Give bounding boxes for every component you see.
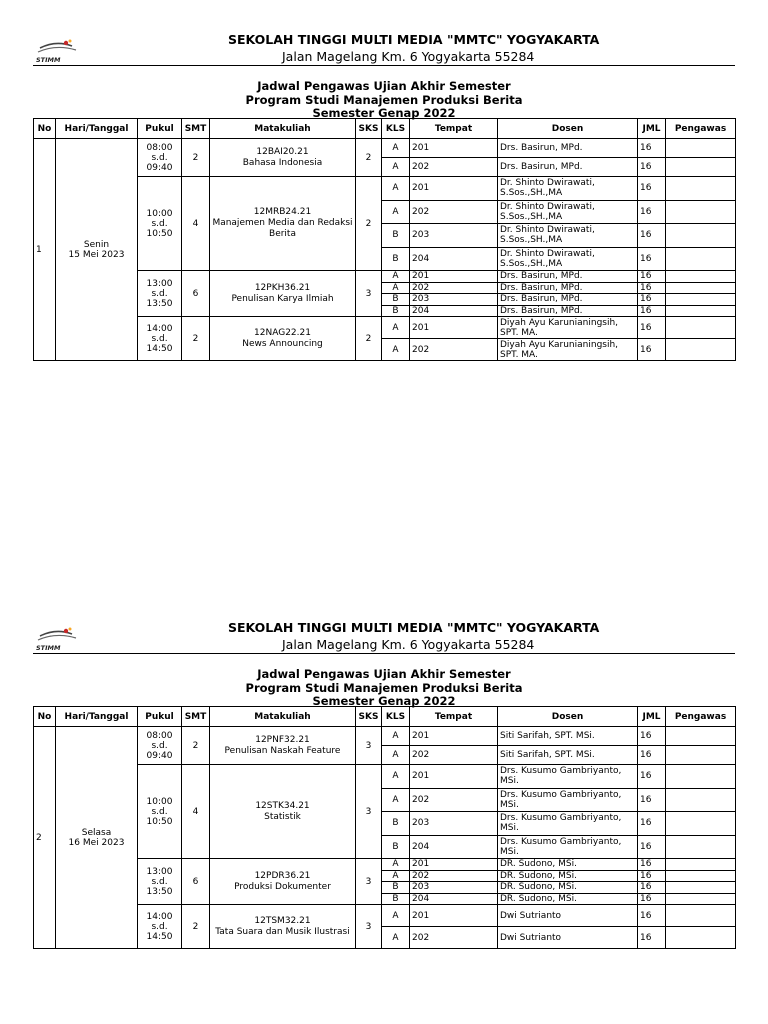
lecturer-cell: DR. Sudono, MSi. bbox=[498, 882, 638, 894]
header-divider bbox=[33, 653, 735, 654]
column-header: Matakuliah bbox=[210, 119, 356, 139]
class-cell: A bbox=[382, 927, 410, 949]
title-line-3: Semester Genap 2022 bbox=[312, 694, 456, 708]
semester-cell: 4 bbox=[182, 177, 210, 271]
title-line-1: Jadwal Pengawas Ujian Akhir Semester bbox=[257, 667, 511, 681]
supervisor-cell[interactable] bbox=[666, 294, 736, 306]
course-name: Tata Suara dan Musik Ilustrasi bbox=[215, 926, 350, 937]
supervisor-cell[interactable] bbox=[666, 200, 736, 224]
lecturer-cell: DR. Sudono, MSi. bbox=[498, 893, 638, 905]
class-cell: A bbox=[382, 200, 410, 224]
course-code: 12STK34.21 bbox=[255, 800, 310, 811]
time-start: 08:00 bbox=[146, 142, 173, 153]
course-cell bbox=[210, 271, 356, 317]
supervisor-cell[interactable] bbox=[666, 158, 736, 177]
room-cell: 202 bbox=[410, 788, 498, 812]
lecturer-cell: Dr. Shinto Dwirawati, S.Sos.,SH.,MA bbox=[498, 177, 638, 201]
supervisor-cell[interactable] bbox=[666, 305, 736, 317]
room-cell: 204 bbox=[410, 893, 498, 905]
room-cell: 202 bbox=[410, 158, 498, 177]
class-cell: A bbox=[382, 788, 410, 812]
supervisor-cell[interactable] bbox=[666, 765, 736, 789]
count-cell: 16 bbox=[638, 835, 666, 859]
stimm-logo-icon bbox=[32, 34, 82, 64]
credits-cell: 3 bbox=[356, 271, 382, 317]
lecturer-cell: DR. Sudono, MSi. bbox=[498, 859, 638, 871]
supervisor-cell[interactable] bbox=[666, 927, 736, 949]
time-end: 09:40 bbox=[146, 162, 173, 173]
lecturer-cell: Diyah Ayu Karunianingsih, SPT. MA. bbox=[498, 317, 638, 339]
column-header: SMT bbox=[182, 707, 210, 727]
table-row bbox=[34, 765, 736, 789]
time-cell bbox=[138, 727, 182, 765]
class-cell: A bbox=[382, 158, 410, 177]
class-cell: B bbox=[382, 224, 410, 248]
time-end: 10:50 bbox=[146, 816, 173, 827]
time-separator: s.d. bbox=[151, 806, 168, 817]
table-row bbox=[34, 271, 736, 283]
column-header: JML bbox=[638, 119, 666, 139]
course-name: Statistik bbox=[264, 811, 301, 822]
credits-cell: 3 bbox=[356, 765, 382, 859]
class-cell: A bbox=[382, 746, 410, 765]
count-cell: 16 bbox=[638, 271, 666, 283]
time-start: 10:00 bbox=[146, 208, 173, 219]
count-cell: 16 bbox=[638, 859, 666, 871]
count-cell: 16 bbox=[638, 905, 666, 927]
title-line-2: Program Studi Manajemen Produksi Berita bbox=[245, 680, 523, 695]
course-cell bbox=[210, 905, 356, 949]
credits-cell: 3 bbox=[356, 905, 382, 949]
column-header: Dosen bbox=[498, 119, 638, 139]
time-separator: s.d. bbox=[151, 333, 168, 344]
lecturer-cell: Drs. Basirun, MPd. bbox=[498, 294, 638, 306]
column-header: No bbox=[34, 707, 56, 727]
room-cell: 201 bbox=[410, 139, 498, 158]
supervisor-cell[interactable] bbox=[666, 905, 736, 927]
supervisor-cell[interactable] bbox=[666, 893, 736, 905]
day-name: Selasa bbox=[81, 827, 112, 838]
table-row bbox=[34, 859, 736, 871]
class-cell: A bbox=[382, 727, 410, 746]
count-cell: 16 bbox=[638, 200, 666, 224]
school-name: SEKOLAH TINGGI MULTI MEDIA "MMTC" YOGYAKARTA bbox=[228, 620, 600, 635]
count-cell: 16 bbox=[638, 893, 666, 905]
course-code: 12PKH36.21 bbox=[254, 282, 311, 293]
count-cell: 16 bbox=[638, 158, 666, 177]
time-cell bbox=[138, 317, 182, 361]
count-cell: 16 bbox=[638, 870, 666, 882]
time-separator: s.d. bbox=[151, 288, 168, 299]
credits-cell: 3 bbox=[356, 859, 382, 905]
lecturer-cell: Drs. Basirun, MPd. bbox=[498, 158, 638, 177]
day-number: 2 bbox=[36, 832, 42, 843]
semester-cell: 2 bbox=[182, 727, 210, 765]
supervisor-cell[interactable] bbox=[666, 317, 736, 339]
class-cell: A bbox=[382, 870, 410, 882]
time-cell bbox=[138, 859, 182, 905]
count-cell: 16 bbox=[638, 746, 666, 765]
course-name: Bahasa Indonesia bbox=[242, 157, 323, 168]
lecturer-cell: Drs. Kusumo Gambriyanto, MSi. bbox=[498, 765, 638, 789]
room-cell: 201 bbox=[410, 271, 498, 283]
count-cell: 16 bbox=[638, 812, 666, 836]
column-header: KLS bbox=[382, 119, 410, 139]
school-name: SEKOLAH TINGGI MULTI MEDIA "MMTC" YOGYAKARTA bbox=[228, 32, 600, 47]
supervisor-cell[interactable] bbox=[666, 139, 736, 158]
time-end: 13:50 bbox=[146, 298, 173, 309]
course-code: 12MRB24.21 bbox=[253, 207, 312, 217]
lecturer-cell: Dwi Sutrianto bbox=[498, 905, 638, 927]
lecturer-cell: Siti Sarifah, SPT. MSi. bbox=[498, 727, 638, 746]
supervisor-cell[interactable] bbox=[666, 882, 736, 894]
count-cell: 16 bbox=[638, 765, 666, 789]
title-line-1: Jadwal Pengawas Ujian Akhir Semester bbox=[257, 79, 511, 93]
course-name: Produksi Dokumenter bbox=[234, 881, 331, 892]
time-end: 14:50 bbox=[146, 343, 173, 354]
class-cell: A bbox=[382, 177, 410, 201]
lecturer-cell: Siti Sarifah, SPT. MSi. bbox=[498, 746, 638, 765]
lecturer-cell: Dr. Shinto Dwirawati, S.Sos.,SH.,MA bbox=[498, 224, 638, 248]
svg-text:STIMM: STIMM bbox=[36, 644, 61, 652]
time-start: 14:00 bbox=[146, 323, 173, 334]
semester-cell: 2 bbox=[182, 139, 210, 177]
count-cell: 16 bbox=[638, 882, 666, 894]
class-cell: B bbox=[382, 812, 410, 836]
class-cell: A bbox=[382, 339, 410, 361]
count-cell: 16 bbox=[638, 139, 666, 158]
credits-cell: 2 bbox=[356, 317, 382, 361]
course-code: 12PNF32.21 bbox=[255, 734, 310, 745]
column-header: Pengawas bbox=[666, 119, 736, 139]
semester-cell: 2 bbox=[182, 905, 210, 949]
schedule-table bbox=[33, 118, 736, 361]
room-cell: 203 bbox=[410, 224, 498, 248]
class-cell: A bbox=[382, 905, 410, 927]
room-cell: 201 bbox=[410, 905, 498, 927]
room-cell: 201 bbox=[410, 177, 498, 201]
supervisor-cell[interactable] bbox=[666, 247, 736, 271]
class-cell: A bbox=[382, 282, 410, 294]
room-cell: 201 bbox=[410, 317, 498, 339]
course-name: Manajemen Media dan Redaksi Berita bbox=[212, 218, 353, 239]
lecturer-cell: Diyah Ayu Karunianingsih, SPT. MA. bbox=[498, 339, 638, 361]
column-header: Matakuliah bbox=[210, 707, 356, 727]
semester-cell: 6 bbox=[182, 271, 210, 317]
supervisor-cell[interactable] bbox=[666, 727, 736, 746]
course-code: 12PDR36.21 bbox=[254, 870, 311, 881]
count-cell: 16 bbox=[638, 247, 666, 271]
day-number-cell bbox=[34, 727, 56, 949]
course-cell bbox=[210, 177, 356, 271]
class-cell: B bbox=[382, 893, 410, 905]
count-cell: 16 bbox=[638, 294, 666, 306]
column-header: SKS bbox=[356, 119, 382, 139]
count-cell: 16 bbox=[638, 282, 666, 294]
time-cell bbox=[138, 905, 182, 949]
supervisor-cell[interactable] bbox=[666, 812, 736, 836]
room-cell: 204 bbox=[410, 835, 498, 859]
school-address: Jalan Magelang Km. 6 Yogyakarta 55284 bbox=[282, 49, 535, 64]
room-cell: 202 bbox=[410, 927, 498, 949]
lecturer-cell: DR. Sudono, MSi. bbox=[498, 870, 638, 882]
header-row bbox=[34, 119, 736, 139]
room-cell: 201 bbox=[410, 727, 498, 746]
time-cell bbox=[138, 765, 182, 859]
class-cell: B bbox=[382, 835, 410, 859]
room-cell: 203 bbox=[410, 812, 498, 836]
room-cell: 201 bbox=[410, 765, 498, 789]
course-code: 12TSM32.21 bbox=[254, 915, 311, 926]
column-header: Pukul bbox=[138, 119, 182, 139]
time-end: 09:40 bbox=[146, 750, 173, 761]
school-address: Jalan Magelang Km. 6 Yogyakarta 55284 bbox=[282, 637, 535, 652]
column-header: Dosen bbox=[498, 707, 638, 727]
credits-cell: 3 bbox=[356, 727, 382, 765]
course-name: Penulisan Karya Ilmiah bbox=[231, 293, 334, 304]
lecturer-cell: Dwi Sutrianto bbox=[498, 927, 638, 949]
course-cell bbox=[210, 139, 356, 177]
count-cell: 16 bbox=[638, 224, 666, 248]
header-row bbox=[34, 707, 736, 727]
document-titles bbox=[0, 668, 768, 709]
svg-text:STIMM: STIMM bbox=[36, 56, 61, 64]
class-cell: B bbox=[382, 882, 410, 894]
class-cell: A bbox=[382, 271, 410, 283]
class-cell: A bbox=[382, 765, 410, 789]
day-number-cell bbox=[34, 139, 56, 361]
time-start: 10:00 bbox=[146, 796, 173, 807]
room-cell: 202 bbox=[410, 870, 498, 882]
count-cell: 16 bbox=[638, 727, 666, 746]
room-cell: 203 bbox=[410, 882, 498, 894]
day-name: Senin bbox=[83, 239, 110, 250]
class-cell: B bbox=[382, 305, 410, 317]
lecturer-cell: Drs. Kusumo Gambriyanto, MSi. bbox=[498, 812, 638, 836]
room-cell: 202 bbox=[410, 200, 498, 224]
letterhead bbox=[0, 30, 768, 76]
time-end: 13:50 bbox=[146, 886, 173, 897]
time-start: 13:00 bbox=[146, 278, 173, 289]
course-name: News Announcing bbox=[242, 338, 323, 349]
lecturer-cell: Drs. Basirun, MPd. bbox=[498, 271, 638, 283]
semester-cell: 2 bbox=[182, 317, 210, 361]
table-row bbox=[34, 177, 736, 201]
semester-cell: 6 bbox=[182, 859, 210, 905]
class-cell: B bbox=[382, 294, 410, 306]
column-header: No bbox=[34, 119, 56, 139]
column-header: Pukul bbox=[138, 707, 182, 727]
room-cell: 203 bbox=[410, 294, 498, 306]
count-cell: 16 bbox=[638, 339, 666, 361]
time-cell bbox=[138, 271, 182, 317]
course-cell bbox=[210, 727, 356, 765]
supervisor-cell[interactable] bbox=[666, 177, 736, 201]
class-cell: A bbox=[382, 139, 410, 158]
column-header: SKS bbox=[356, 707, 382, 727]
day-number: 1 bbox=[36, 244, 42, 255]
room-cell: 204 bbox=[410, 305, 498, 317]
credits-cell: 2 bbox=[356, 177, 382, 271]
room-cell: 201 bbox=[410, 859, 498, 871]
day-date-cell bbox=[56, 727, 138, 949]
letterhead bbox=[0, 618, 768, 664]
time-start: 14:00 bbox=[146, 911, 173, 922]
class-cell: A bbox=[382, 859, 410, 871]
count-cell: 16 bbox=[638, 927, 666, 949]
column-header: Hari/Tanggal bbox=[56, 707, 138, 727]
document-titles bbox=[0, 80, 768, 121]
table-row bbox=[34, 727, 736, 746]
room-cell: 202 bbox=[410, 282, 498, 294]
table-row bbox=[34, 317, 736, 339]
title-line-3: Semester Genap 2022 bbox=[312, 106, 456, 120]
table-row bbox=[34, 905, 736, 927]
room-cell: 202 bbox=[410, 339, 498, 361]
course-name: Penulisan Naskah Feature bbox=[224, 745, 341, 756]
time-start: 13:00 bbox=[146, 866, 173, 877]
column-header: Hari/Tanggal bbox=[56, 119, 138, 139]
column-header: Pengawas bbox=[666, 707, 736, 727]
time-separator: s.d. bbox=[151, 218, 168, 229]
count-cell: 16 bbox=[638, 177, 666, 201]
room-cell: 204 bbox=[410, 247, 498, 271]
stimm-logo-icon bbox=[32, 622, 82, 652]
column-header: SMT bbox=[182, 119, 210, 139]
supervisor-cell[interactable] bbox=[666, 859, 736, 871]
course-code: 12BAI20.21 bbox=[256, 146, 309, 157]
supervisor-cell[interactable] bbox=[666, 835, 736, 859]
lecturer-cell: Drs. Basirun, MPd. bbox=[498, 282, 638, 294]
lecturer-cell: Drs. Kusumo Gambriyanto, MSi. bbox=[498, 835, 638, 859]
time-cell bbox=[138, 177, 182, 271]
schedule-page-2 bbox=[0, 618, 768, 943]
count-cell: 16 bbox=[638, 788, 666, 812]
day-date: 16 Mei 2023 bbox=[68, 837, 125, 848]
supervisor-cell[interactable] bbox=[666, 788, 736, 812]
column-header: KLS bbox=[382, 707, 410, 727]
time-separator: s.d. bbox=[151, 876, 168, 887]
lecturer-cell: Dr. Shinto Dwirawati, S.Sos.,SH.,MA bbox=[498, 247, 638, 271]
day-date-cell bbox=[56, 139, 138, 361]
course-cell bbox=[210, 765, 356, 859]
schedule-page-1 bbox=[0, 30, 768, 360]
time-separator: s.d. bbox=[151, 740, 168, 751]
day-date: 15 Mei 2023 bbox=[68, 249, 125, 260]
class-cell: B bbox=[382, 247, 410, 271]
supervisor-cell[interactable] bbox=[666, 339, 736, 361]
supervisor-cell[interactable] bbox=[666, 870, 736, 882]
credits-cell: 2 bbox=[356, 139, 382, 177]
time-end: 10:50 bbox=[146, 228, 173, 239]
course-cell bbox=[210, 859, 356, 905]
time-start: 08:00 bbox=[146, 730, 173, 741]
room-cell: 202 bbox=[410, 746, 498, 765]
title-line-2: Program Studi Manajemen Produksi Berita bbox=[245, 92, 523, 107]
schedule-table bbox=[33, 706, 736, 949]
course-cell bbox=[210, 317, 356, 361]
column-header: Tempat bbox=[410, 707, 498, 727]
time-separator: s.d. bbox=[151, 921, 168, 932]
time-separator: s.d. bbox=[151, 152, 168, 163]
supervisor-cell[interactable] bbox=[666, 271, 736, 283]
count-cell: 16 bbox=[638, 317, 666, 339]
header-divider bbox=[33, 65, 735, 66]
lecturer-cell: Drs. Kusumo Gambriyanto, MSi. bbox=[498, 788, 638, 812]
column-header: Tempat bbox=[410, 119, 498, 139]
table-row bbox=[34, 139, 736, 158]
time-cell bbox=[138, 139, 182, 177]
lecturer-cell: Drs. Basirun, MPd. bbox=[498, 139, 638, 158]
supervisor-cell[interactable] bbox=[666, 282, 736, 294]
supervisor-cell[interactable] bbox=[666, 746, 736, 765]
count-cell: 16 bbox=[638, 305, 666, 317]
time-end: 14:50 bbox=[146, 931, 173, 942]
lecturer-cell: Dr. Shinto Dwirawati, S.Sos.,SH.,MA bbox=[498, 200, 638, 224]
course-code: 12NAG22.21 bbox=[254, 327, 311, 338]
lecturer-cell: Drs. Basirun, MPd. bbox=[498, 305, 638, 317]
supervisor-cell[interactable] bbox=[666, 224, 736, 248]
class-cell: A bbox=[382, 317, 410, 339]
semester-cell: 4 bbox=[182, 765, 210, 859]
column-header: JML bbox=[638, 707, 666, 727]
